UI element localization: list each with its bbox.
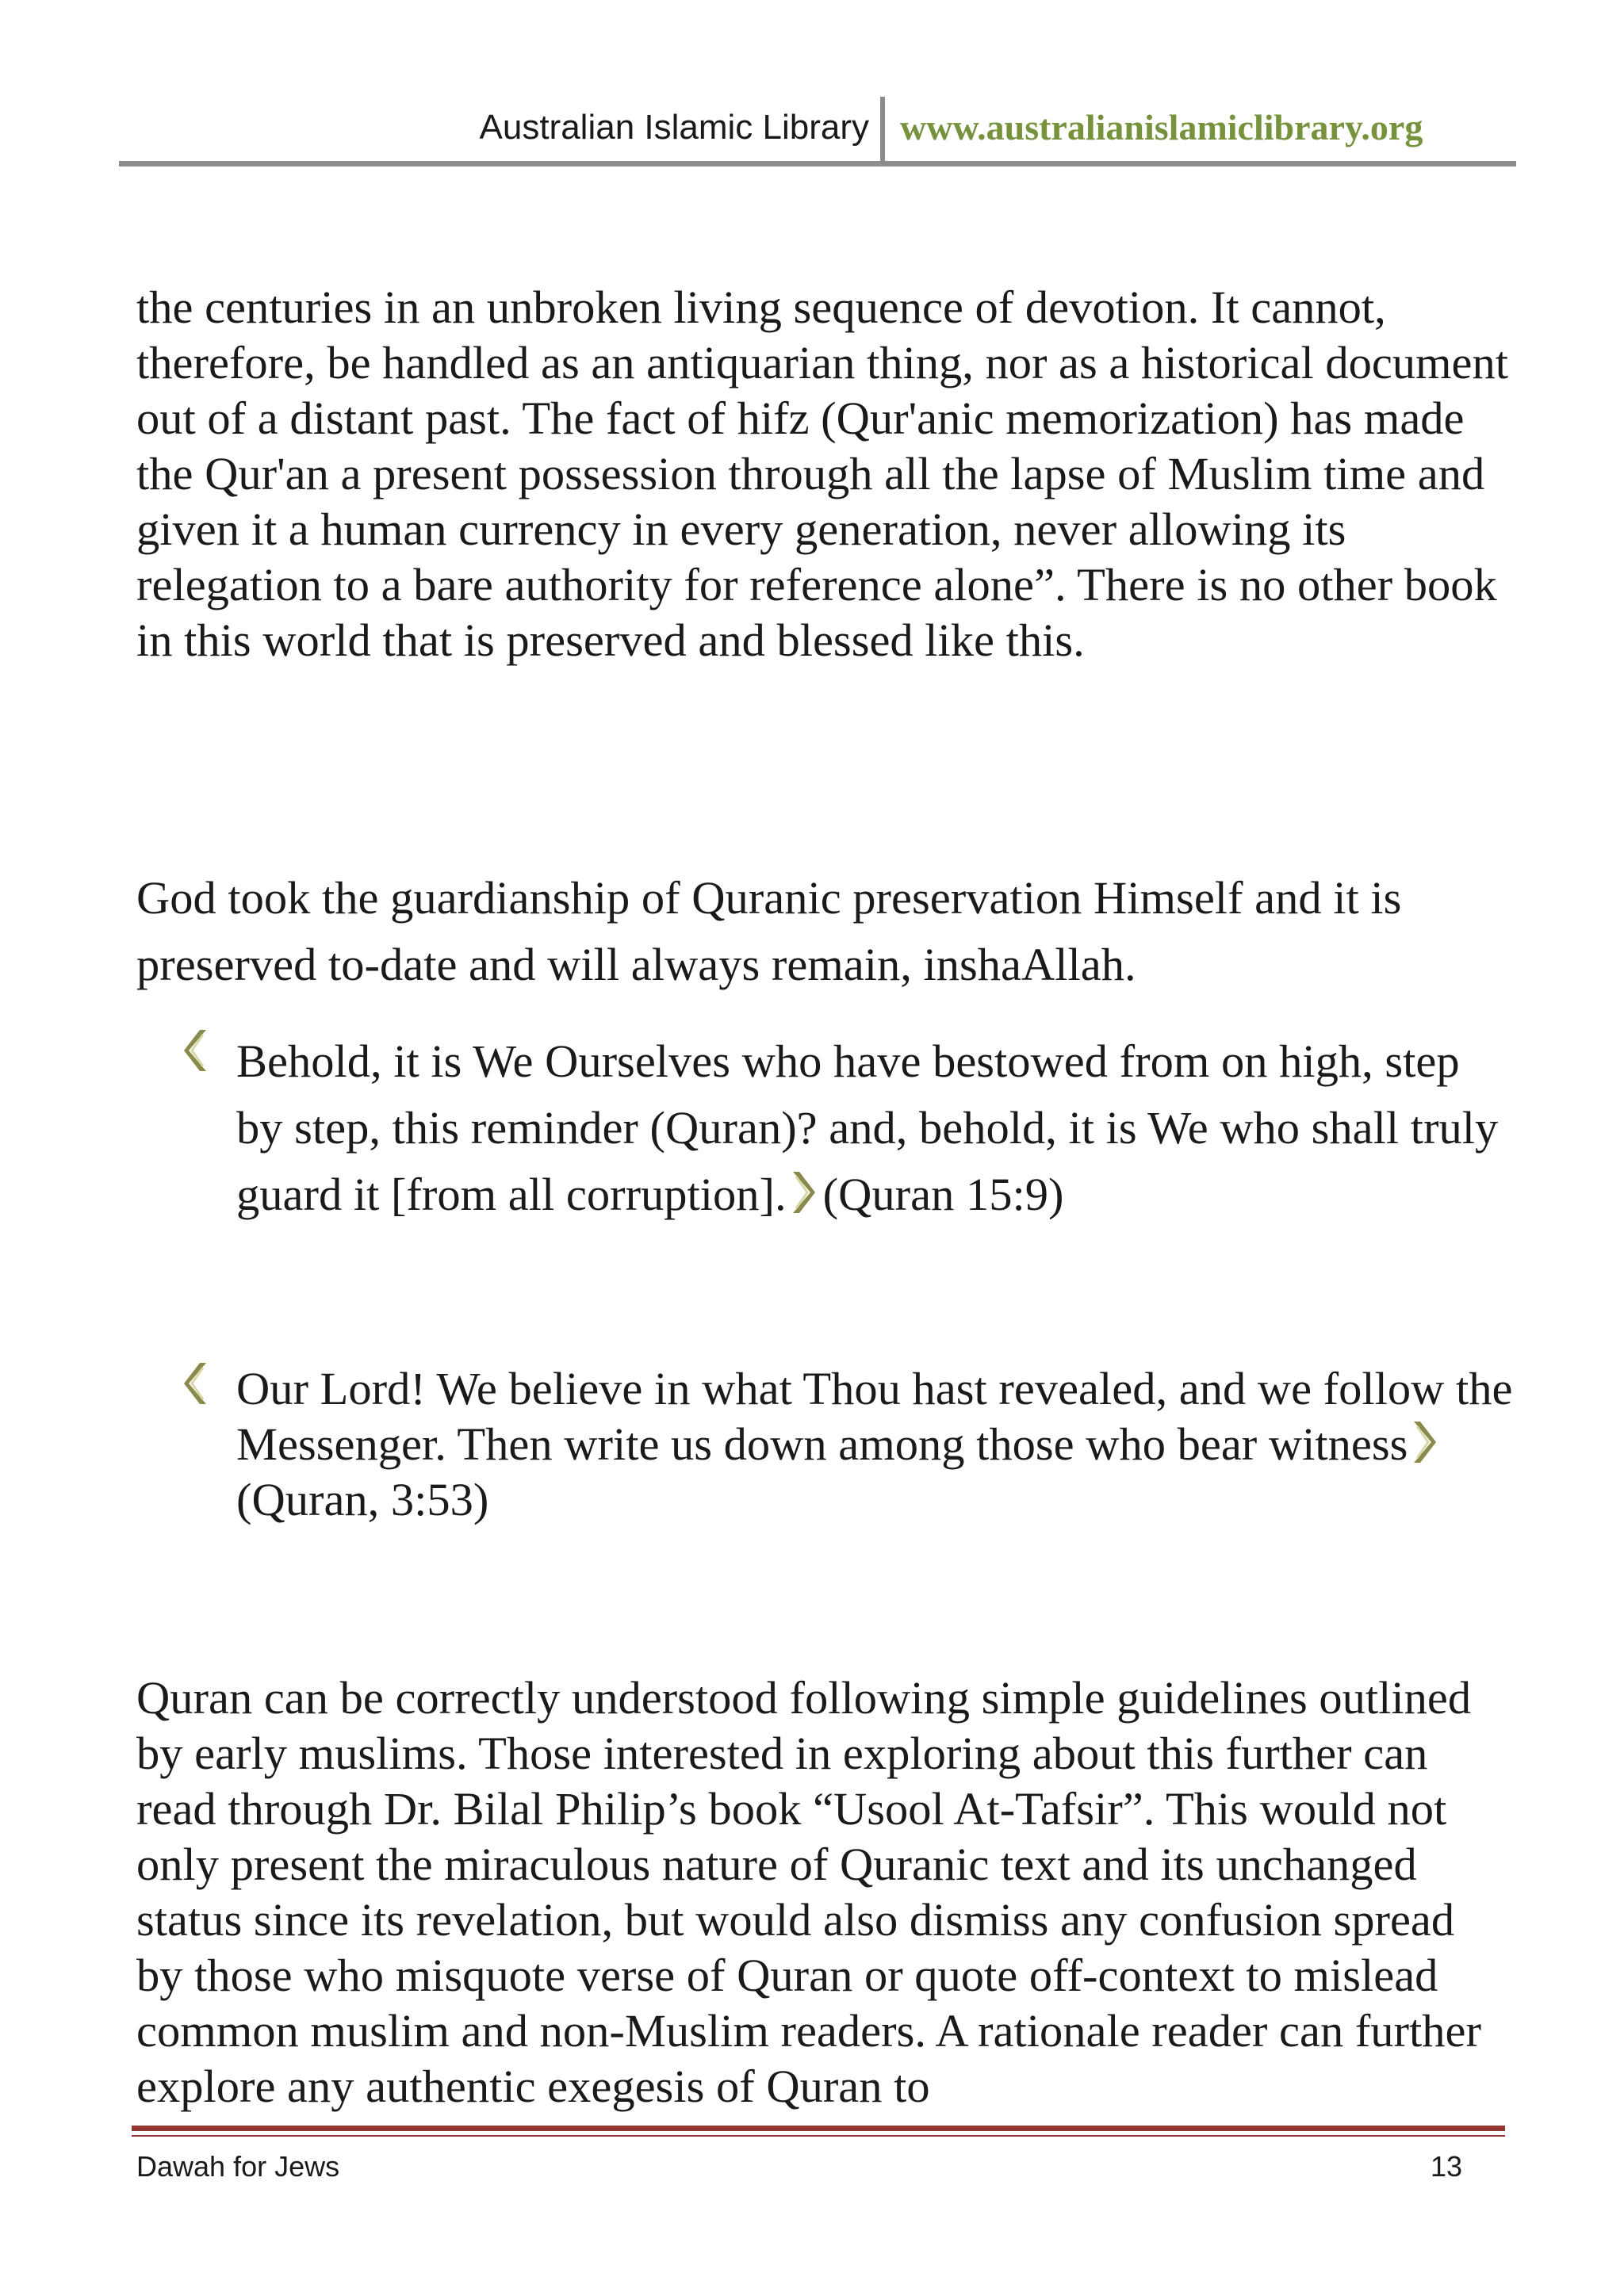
quote-2-citation: (Quran, 3:53) [236,1474,489,1525]
header-rule [119,161,1516,166]
paragraph-3: Quran can be correctly understood following simple guidelines outlined by early muslims. Those interested in exploring about this further can read through Dr. Bilal Philip’s book “Usool At-Tafsir”. This would not only present the miraculous nature of Quranic text and its unchanged status since its revelation, but would also dismiss any confusion spread by those who misquote verse of Quran or quote off-context to mislead common muslim and non-Muslim readers. A rationale reader can further explore any authentic exegesis of Quran to [136,1672,1481,2112]
ornate-open-bracket-icon [182,1028,209,1073]
page-number: 13 [1430,2150,1462,2183]
ornate-close-bracket-icon [1411,1420,1438,1464]
quote-1-citation: (Quran 15:9) [822,1169,1064,1220]
footer-rule-thick [132,2126,1505,2131]
footer-title: Dawah for Jews [136,2150,340,2183]
quote-block-1 [182,1028,1515,1228]
quote-2-text: Our Lord! We believe in what Thou hast revealed, and we follow the Messenger. Then write us down among those who bear witness [236,1363,1513,1470]
header-divider [880,97,885,163]
header-url-link[interactable]: www.australianislamiclibrary.org [900,107,1423,147]
quote-2-text-block [182,1361,1515,1528]
ornate-close-bracket-icon [790,1170,817,1215]
paragraph-1: the centuries in an unbroken living sequence of devotion. It cannot, therefore, be handled as an antiquarian thing, nor as a historical document out of a distant past. The fact of hifz (Qur'anic memorization) has made the Qur'an a present possession through all the lapse of Muslim time and given it a human currency in every generation, never allowing its relegation to a bare authority for reference alone”. There is no other book in this world that is preserved and blessed like this. [136,281,1509,666]
ornate-open-bracket-icon [182,1361,209,1406]
quote-1-text: Behold, it is We Ourselves who have bestowed from on high, step by step, this reminder (Quran)? and, behold, it is We who shall truly guard it [from all corruption]. [236,1035,1499,1220]
page-header [0,0,1624,174]
quote-block-2 [182,1361,1515,1528]
footer-rule-thin [132,2135,1505,2137]
header-library-name: Australian Islamic Library [479,108,869,147]
quote-1-text-block [182,1028,1515,1228]
paragraph-2: God took the guardianship of Quranic preservation Himself and it is preserved to-date and will always remain, inshaAllah. [136,872,1402,990]
